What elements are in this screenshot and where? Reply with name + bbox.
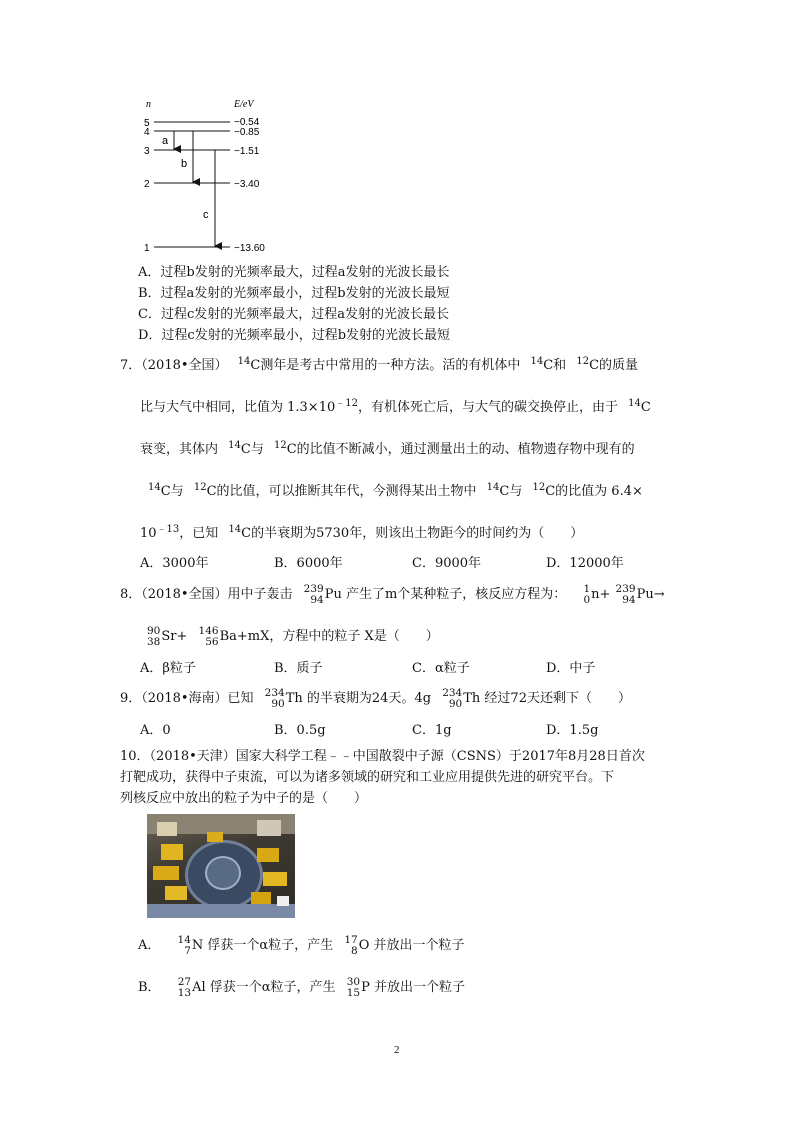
q10-option-a: A． 14 7 N 俘获一个α粒子，产生 17 8 O 并放出一个粒子 xyxy=(138,934,465,957)
q8-option-b: B．质子 xyxy=(274,661,323,676)
q7-option-a: A．3000年 xyxy=(140,556,209,571)
n-nuclide: 14 7 xyxy=(177,934,191,957)
level-n-5: 5 xyxy=(144,118,150,129)
q9-option-a: A．0 xyxy=(140,723,171,738)
q8-line-1: 8．（2018•全国）用中子轰击 239 94 Pu 产生了m个某种粒子，核反应方程为： 1 0 n+ 239 94 Pu→ xyxy=(120,583,665,606)
q7-option-d: D．12000年 xyxy=(546,556,624,571)
q9-option-b: B．0.5g xyxy=(274,723,326,738)
q6-option-c: C．过程c发射的光频率最大，过程a发射的光波长最长 xyxy=(138,307,449,322)
q10-line-1: 10．（2018•天津）国家大科学工程﹣﹣中国散裂中子源（CSNS）于2017年8月28日首次 xyxy=(120,749,645,764)
q9-line-1: 9．（2018•海南）已知 234 90 Th 的半衰期为24天。4g 234 90 Th 经过72天还剩下（ ） xyxy=(120,687,631,710)
level-n-2: 2 xyxy=(144,179,150,190)
q10-line-2: 打靶成功，获得中子束流，可以为诸多领域的研究和工业应用提供先进的研究平台。下 xyxy=(120,770,615,785)
q9-option-d: D．1.5g xyxy=(546,723,599,738)
axis-n-label: n xyxy=(146,99,151,110)
level-e-4: −0.85 xyxy=(234,127,260,138)
th-nuclide-2: 234 90 xyxy=(442,687,463,710)
q8-stem: 8．（2018•全国）用中子轰击 xyxy=(120,587,293,602)
neutron-nuclide: 1 0 xyxy=(583,583,591,606)
arrow-c-label: c xyxy=(203,209,209,221)
level-e-3: −1.51 xyxy=(234,146,260,157)
q7-option-c: C．9000年 xyxy=(412,556,482,571)
q6-option-b: B．过程a发射的光频率最小，过程b发射的光波长最短 xyxy=(138,286,450,301)
q6-option-a: A．过程b发射的光频率最大，过程a发射的光波长最长 xyxy=(138,265,450,280)
q10-line-3: 列核反应中放出的粒子为中子的是（ ） xyxy=(120,791,368,806)
q7-line-4: $^{14}$C与 $^{12}$C的比值，可以推断其年代，今测得某出土物中 $^{14}$C与 $^{12}$C的比值为 6.4× xyxy=(148,482,643,499)
q7-number: 7．（2018•全国） xyxy=(120,358,228,373)
q10-option-b: B． 27 13 Al 俘获一个α粒子，产生 30 15 P 并放出一个粒子 xyxy=(138,976,465,999)
pu-nuclide-2: 239 94 xyxy=(615,583,636,606)
csns-photo xyxy=(147,814,295,918)
pu-nuclide: 239 94 xyxy=(303,583,324,606)
level-e-5: −0.54 xyxy=(234,117,260,128)
q7-line-1: 7．（2018•全国） $^{14}$C测年是考古中常用的一种方法。活的有机体中 $^{14}$C和 $^{12}$C的质量 xyxy=(120,356,639,373)
sr-nuclide: 90 38 xyxy=(147,625,161,648)
level-e-2: −3.40 xyxy=(234,179,260,190)
q7-line-5: $10^{﹣13}$，已知 $^{14}$C的半衰期为5730年，则该出土物距今的时间约为（ ） xyxy=(140,524,584,541)
arrow-a-label: a xyxy=(162,135,169,147)
page-number: 2 xyxy=(394,1044,400,1056)
q8-line-2: 90 38 Sr+ 146 56 Ba+mX，方程中的粒子 X是（ ） xyxy=(147,625,439,648)
level-n-4: 4 xyxy=(144,127,150,138)
p-nuclide: 30 15 xyxy=(346,976,361,999)
al-nuclide: 27 13 xyxy=(177,976,192,999)
o-nuclide: 17 8 xyxy=(344,934,358,957)
energy-level-diagram xyxy=(130,95,280,260)
q6-option-d: D．过程c发射的光频率最小，过程b发射的光波长最短 xyxy=(138,328,451,343)
q8-option-d: D．中子 xyxy=(546,661,596,676)
q9-option-c: C．1g xyxy=(412,723,452,738)
q7-option-b: B．6000年 xyxy=(274,556,343,571)
arrow-b-label: b xyxy=(181,158,188,170)
axis-e-label: E/eV xyxy=(234,99,254,110)
level-n-3: 3 xyxy=(144,146,150,157)
th-nuclide: 234 90 xyxy=(264,687,285,710)
q8-option-a: A．β粒子 xyxy=(140,661,196,676)
level-e-1: −13.60 xyxy=(234,243,265,254)
level-n-1: 1 xyxy=(144,243,150,254)
ba-nuclide: 146 56 xyxy=(198,625,219,648)
q7-line-3: 衰变，其体内 $^{14}$C与 $^{12}$C的比值不断减小，通过测量出土的动、植物遗存物中现有的 xyxy=(140,440,635,457)
q8-option-c: C．α粒子 xyxy=(412,661,470,676)
q7-line-2: 比与大气中相同，比值为 $1.3\times 10^{﹣12}$，有机体死亡后，与大气的碳交换停止，由于 $^{14}$C xyxy=(140,398,651,415)
